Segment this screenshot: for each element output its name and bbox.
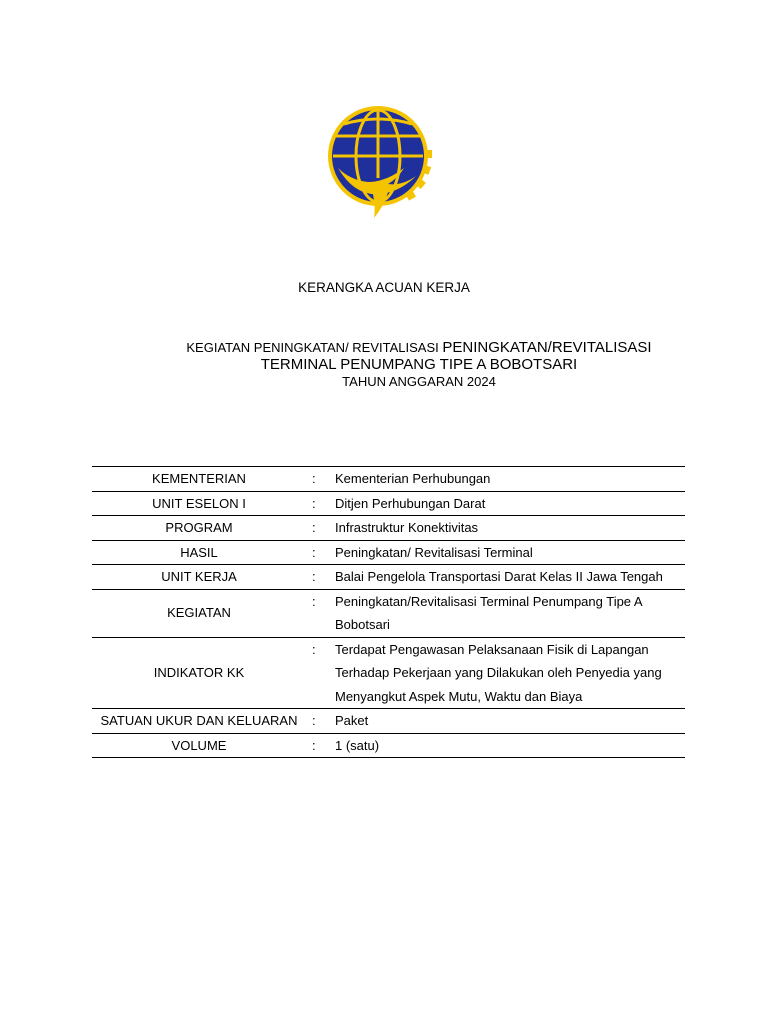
table-row (92, 541, 685, 566)
row-value: Infrastruktur Konektivitas (335, 520, 479, 535)
info-table (92, 466, 685, 758)
table-row (92, 590, 685, 638)
row-separator: : (312, 593, 316, 609)
table-row (92, 492, 685, 517)
row-label: UNIT ESELON I (152, 495, 246, 511)
row-value: Peningkatan/ Revitalisasi Terminal (335, 544, 533, 560)
row-value: Peningkatan/Revitalisasi Terminal Penumpang Tipe A Bobotsari (335, 593, 642, 632)
row-label: UNIT KERJA (161, 569, 237, 584)
ministry-logo (328, 106, 434, 220)
table-row (92, 565, 685, 590)
row-value: Paket (335, 713, 369, 728)
row-label: VOLUME (171, 737, 227, 753)
row-separator: : (312, 713, 316, 728)
table-row (92, 638, 685, 710)
row-separator: : (312, 495, 316, 511)
title-line-1-part-1: KEGIATAN PENINGKATAN/ REVITALISASI (186, 340, 439, 355)
row-label: PROGRAM (165, 520, 233, 535)
row-label: KEMENTERIAN (152, 471, 246, 486)
title-line-1 (0, 339, 768, 356)
row-value: Ditjen Perhubungan Darat (335, 495, 486, 511)
table-row (92, 734, 685, 759)
title-line-3: TAHUN ANGGARAN 2024 (342, 374, 496, 389)
row-separator: : (312, 471, 316, 486)
row-label: KEGIATAN (167, 605, 231, 621)
document-heading: KERANGKA ACUAN KERJA (298, 280, 470, 295)
row-separator: : (312, 520, 316, 535)
title-line-1-part-2: PENINGKATAN/REVITALISASI (442, 339, 652, 356)
row-value: Terdapat Pengawasan Pelaksanaan Fisik di Lapangan Terhadap Pekerjaan yang Dilakukan oleh Penyedia yang Menyangkut Aspek Mutu, Waktu dan Biaya (335, 641, 662, 704)
table-row (92, 467, 685, 492)
row-separator: : (312, 544, 316, 560)
row-separator: : (312, 569, 316, 584)
row-value: Kementerian Perhubungan (335, 471, 491, 486)
table-row (92, 516, 685, 541)
row-label: HASIL (180, 544, 218, 560)
row-separator: : (312, 737, 316, 753)
row-value: 1 (satu) (335, 737, 380, 753)
title-line-2: TERMINAL PENUMPANG TIPE A BOBOTSARI (260, 356, 578, 373)
table-row (92, 709, 685, 734)
document-title (0, 339, 768, 390)
row-value: Balai Pengelola Transportasi Darat Kelas II Jawa Tengah (335, 569, 663, 584)
row-label: INDIKATOR KK (153, 665, 245, 680)
row-separator: : (312, 641, 316, 657)
row-label: SATUAN UKUR DAN KELUARAN (100, 713, 298, 728)
